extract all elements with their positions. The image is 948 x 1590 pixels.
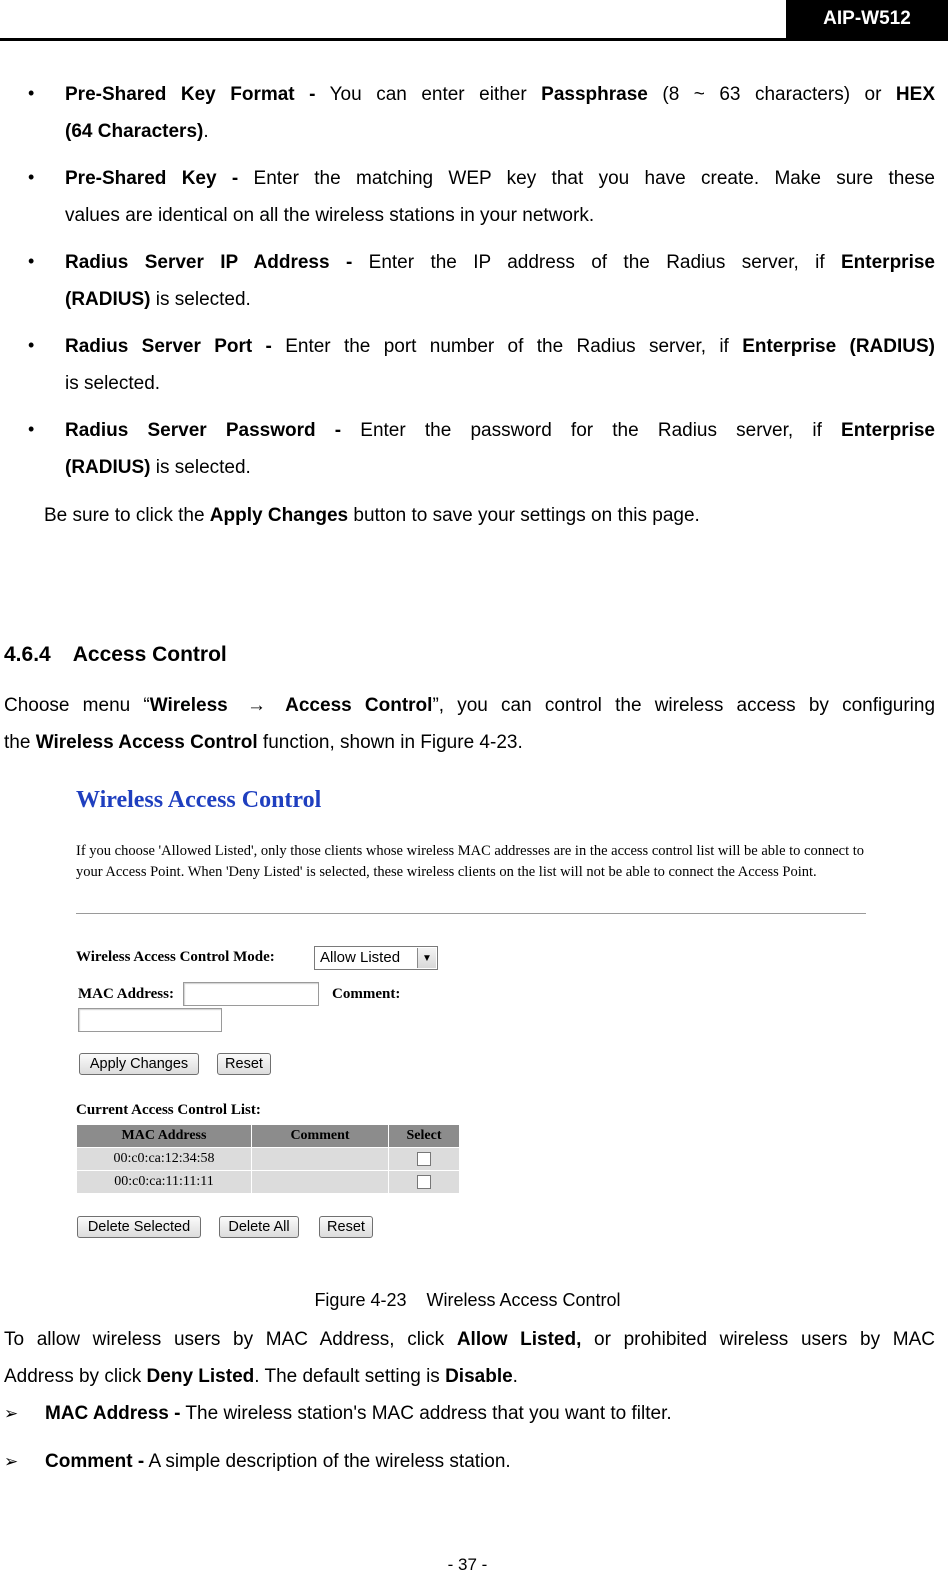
comment-input[interactable] <box>78 1008 222 1032</box>
reset-button[interactable]: Reset <box>217 1053 271 1075</box>
table-row <box>77 1171 460 1194</box>
bullet-dot-icon: • <box>28 167 35 187</box>
cell-mac: 00:c0:ca:12:34:58 <box>77 1148 252 1171</box>
intro-paragraph: Choose menu “Wireless → Access Control”, you can control the wireless access by configuring the Wireless Access Control function, shown in Figure 4-23. <box>4 687 935 761</box>
header-select: Select <box>389 1125 460 1148</box>
bullet-psk: • Pre-Shared Key - Enter the matching WEP key that you have create. Make sure these values are identical on all the wireless stations in your network. <box>28 167 935 226</box>
cell-select <box>389 1148 460 1171</box>
model-tab: AIP-W512 <box>786 0 948 38</box>
figure-caption: Figure 4-23 Wireless Access Control <box>314 1290 621 1310</box>
reset-list-button[interactable]: Reset <box>319 1216 373 1238</box>
bullet-dot-icon: • <box>28 335 35 355</box>
access-control-table <box>76 1124 460 1194</box>
apply-changes-button[interactable]: Apply Changes <box>79 1053 199 1075</box>
bullet-dot-icon: • <box>28 251 35 271</box>
apply-changes-note: Be sure to click the Apply Changes button to save your settings on this page. <box>44 505 700 526</box>
delete-selected-button[interactable]: Delete Selected <box>77 1216 201 1238</box>
cell-comment <box>252 1148 389 1171</box>
header-comment: Comment <box>252 1125 389 1148</box>
bullet-dot-icon: • <box>28 83 35 103</box>
cell-select <box>389 1171 460 1194</box>
table-row <box>77 1148 460 1171</box>
item-comment: ➢ Comment - A simple description of the wireless station. <box>0 1443 935 1480</box>
screenshot-title: Wireless Access Control <box>76 787 322 813</box>
header-mac-address: MAC Address <box>77 1125 252 1148</box>
page-number: - 37 - <box>447 1555 488 1574</box>
bullet-radius-port: • Radius Server Port - Enter the port number of the Radius server, if Enterprise (RADIUS) is selected. <box>28 335 935 394</box>
bullet-radius-ip: • Radius Server IP Address - Enter the IP address of the Radius server, if Enterprise (RADIUS) is selected. <box>28 251 935 310</box>
mode-select-value: Allow Listed <box>320 949 401 966</box>
section-heading: 4.6.4 Access Control <box>4 643 227 666</box>
cell-comment <box>252 1171 389 1194</box>
comment-label: Comment: <box>332 986 401 1002</box>
delete-all-button[interactable]: Delete All <box>219 1216 299 1238</box>
screenshot-divider <box>76 913 866 914</box>
arrow-right-icon: → <box>246 695 266 716</box>
mac-address-label: MAC Address: <box>78 986 174 1002</box>
bullet-psk-format: • Pre-Shared Key Format - You can enter either Passphrase (8 ~ 63 characters) or HEX (64 Characters). <box>28 83 935 142</box>
chevron-down-icon[interactable]: ▼ <box>417 948 436 968</box>
screenshot-description: If you choose 'Allowed Listed', only those clients whose wireless MAC addresses are in the access control list will be able to connect to your Access Point. When 'Deny Listed' is selected, these wireless clients on the list will not be able to connect the Access Point. <box>76 843 865 880</box>
select-checkbox[interactable] <box>417 1152 431 1166</box>
select-checkbox[interactable] <box>417 1175 431 1189</box>
mode-select[interactable] <box>314 946 438 970</box>
access-list-label: Current Access Control List: <box>76 1102 261 1118</box>
mode-label: Wireless Access Control Mode: <box>76 949 275 965</box>
arrowhead-bullet-icon: ➢ <box>4 1452 19 1471</box>
cell-mac: 00:c0:ca:11:11:11 <box>77 1171 252 1194</box>
bullet-dot-icon: • <box>28 419 35 439</box>
mac-address-input[interactable] <box>183 982 319 1006</box>
header-rule <box>0 38 948 41</box>
arrowhead-bullet-icon: ➢ <box>4 1404 19 1423</box>
figure-screenshot <box>70 775 880 1260</box>
allow-deny-paragraph: To allow wireless users by MAC Address, click Allow Listed, or prohibited wireless users by MAC Address by click Deny Listed. The default setting is Disable. <box>4 1329 935 1387</box>
item-mac-address: ➢ MAC Address - The wireless station's MAC address that you want to filter. <box>0 1395 935 1432</box>
table-header-row <box>77 1125 460 1148</box>
bullet-radius-password: • Radius Server Password - Enter the password for the Radius server, if Enterprise (RADIUS) is selected. <box>28 419 935 478</box>
